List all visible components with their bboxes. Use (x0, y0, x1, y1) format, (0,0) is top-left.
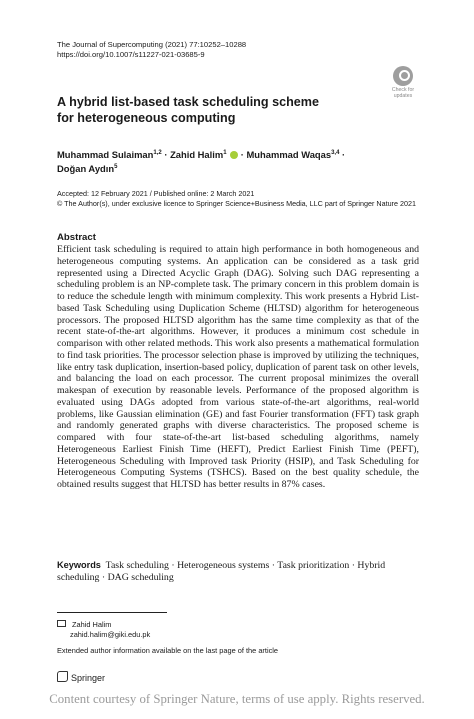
publisher-name: Springer (71, 673, 106, 683)
title-line1: A hybrid list-based task scheduling scheme (57, 95, 319, 109)
author-affil: 3,4 (331, 150, 340, 156)
check-for-updates-badge[interactable] (385, 66, 421, 100)
springer-horse-icon (57, 671, 68, 682)
corr-email[interactable]: zahid.halim@giki.edu.pk (70, 630, 151, 639)
badge-line2: updates (393, 93, 413, 99)
abstract-text: Efficient task scheduling is required to attain high performance in both homogeneous and heterogeneous computing systems. An application can be considered as a task grid represented using a Directed Acyclic Graph (DAG). Solving such DAG representing a scheduling problem is an NP-complete task. The primary concern in this problem domain is to reduce the schedule length with minimum complexity. This work presents a Hybrid List-based Task Scheduling using Duplication Scheme (HLTSD) algorithm for heterogeneous processors. The proposed HLTSD algorithm has the same time complexity as that of the recent state-of-the-art algorithms. However, it produces a minimum cost schedule in comparison with other related methods. This work also presents a mathematical formulation to find task priorities. The processor selection phase is improved by utilizing the techniques, like entry task duplication, insertion-based policy, duplication of parent task on other levels, and balancing the load on each processor. The current proposal minimizes the overall makespan of execution by reasonable levels. Performance of the proposed algorithm is evaluated using DAGs adopted from various state-of-the-art algorithms, real-world problems, like Gaussian elimination (GE) and fast Fourier transformation (FFT) task graph and randomly generated graphs with diverse characteristics. The proposed scheme is compared with four state-of-the-art list-based scheduling algorithms, namely Heterogeneous Earliest Finish Time (HEFT), Predict Earliest Finish Time (PEFT), Heterogeneous Scheduling with Improved task Priority (HSIP), and Task Scheduling for Heterogeneous Computing Systems (TSHCS). Based on the best quality schedule, the obtained results suggest that HLTSD has better results in 87% cases. (57, 244, 419, 490)
badge-line1: Check for (391, 87, 415, 93)
author-affil: 1,2 (153, 150, 162, 156)
author-list: Muhammad Sulaiman$^{1,2}$ · Zahid Halim$^1$ · Muhammad Waqas$^{3,4}$ · Doğan Aydın$^5$ (57, 149, 346, 175)
publication-dates (57, 189, 416, 209)
publisher-logo (57, 671, 105, 683)
keywords-label: Keywords (57, 560, 101, 570)
author-name: Doğan Aydın (57, 163, 115, 175)
dates-line: Accepted: 12 February 2021 / Published online: 2 March 2021 (57, 189, 255, 198)
author-name: Muhammad Sulaiman (57, 149, 154, 161)
orcid-icon[interactable] (230, 151, 238, 159)
correspondence (57, 620, 150, 640)
courtesy-footer: Content courtesy of Springer Nature, terms of use apply. Rights reserved. (49, 692, 425, 706)
bookmark-icon (393, 66, 413, 86)
title-line2: for heterogeneous computing (57, 111, 236, 125)
author-affil: 1 (223, 150, 227, 156)
author-affil: 5 (114, 164, 118, 171)
corr-name: Zahid Halim (72, 620, 112, 629)
copyright-line: © The Author(s), under exclusive licence to Springer Science+Business Media, LLC part of Springer Nature 2021 (57, 199, 416, 208)
keywords (57, 559, 419, 584)
extended-info: Extended author information available on the last page of the article (57, 646, 279, 655)
journal-citation: The Journal of Supercomputing (2021) 77:10252–10288 (57, 40, 247, 49)
abstract-heading: Abstract (57, 232, 96, 243)
footnote-divider (57, 612, 167, 613)
doi-link[interactable]: https://doi.org/10.1007/s11227-021-03685-9 (57, 50, 205, 59)
envelope-icon (57, 620, 66, 627)
keywords-text: Task scheduling · Heterogeneous systems · Task prioritization · Hybrid scheduling · DAG scheduling (57, 560, 386, 583)
paper-title (57, 94, 319, 126)
author-name: Muhammad Waqas (246, 149, 332, 161)
author-name: Zahid Halim (170, 149, 224, 161)
journal-header (57, 40, 246, 60)
